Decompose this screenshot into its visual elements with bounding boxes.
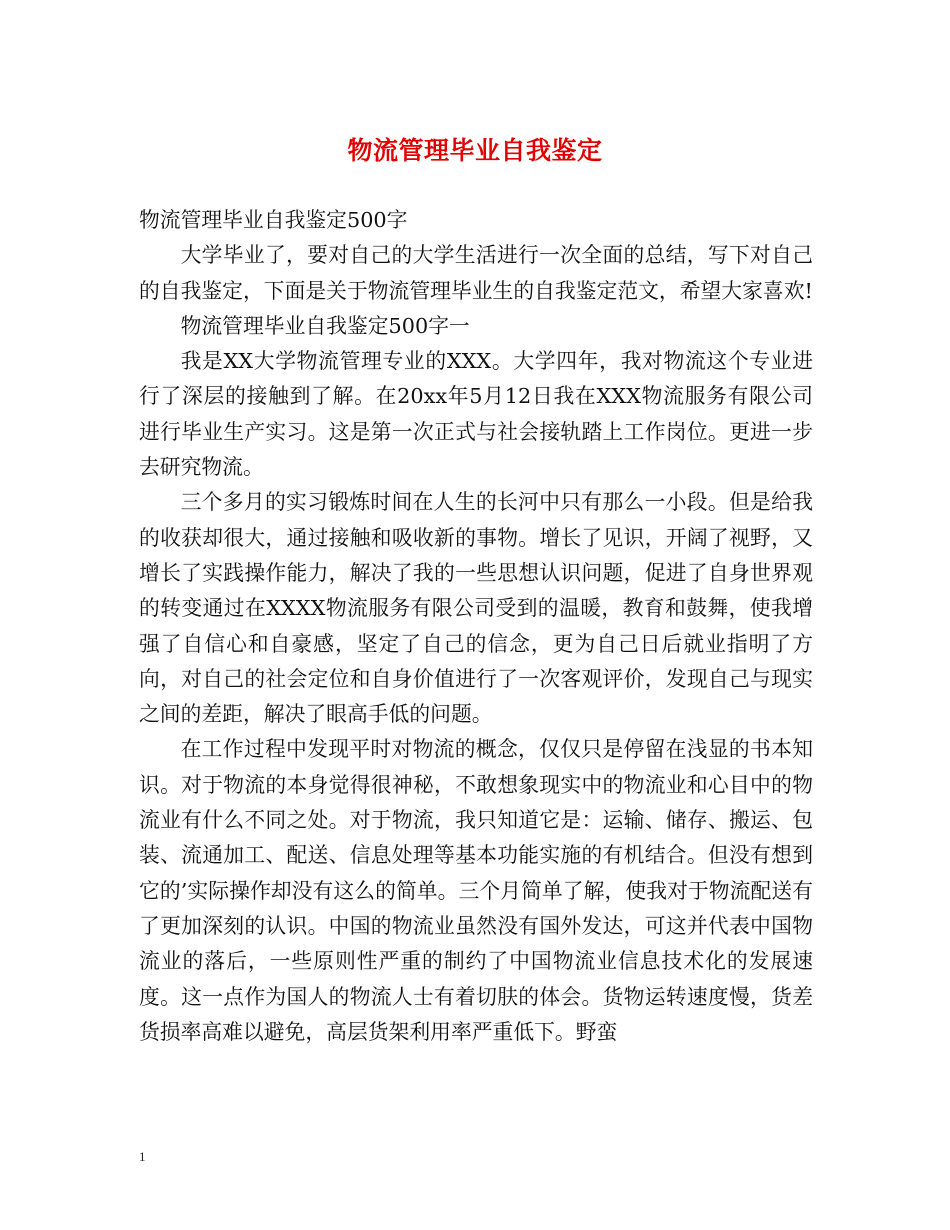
section-heading: 物流管理毕业自我鉴定500字一 [180, 313, 470, 338]
document-body [139, 203, 813, 1050]
page-number: 1 [139, 1149, 146, 1164]
document-title: 物流管理毕业自我鉴定 [347, 136, 603, 165]
body-paragraph: 我是XX大学物流管理专业的XXX。大学四年，我对物流这个专业进行了深层的接触到了解。在20xx年5月12日我在XXX物流服务有限公司进行毕业生产实习。这是第一次正式与社会接轨踏上工作岗位。更进一步去研究物流。 [139, 349, 813, 480]
document-subtitle: 物流管理毕业自我鉴定500字 [139, 208, 408, 232]
body-paragraph: 在工作过程中发现平时对物流的概念，仅仅只是停留在浅显的书本知识。对于物流的本身觉得很神秘，不敢想象现实中的物流业和心目中的物流业有什么不同之处。对于物流，我只知道它是：运输、储存、搬运、包装、流通加工、配送、信息处理等基本功能实施的有机结合。但没有想到它的’实际操作却没有这么的简单。三个月简单了解，使我对于物流配送有了更加深刻的认识。中国的物流业虽然没有国外发达，可这并代表中国物流业的落后，一些原则性严重的制约了中国物流业信息技术化的发展速度。这一点作为国人的物流人士有着切肤的体会。货物运转速度慢，货差货损率高难以避免，高层货架利用率严重低下。野蛮 [139, 737, 813, 1044]
intro-paragraph: 大学毕业了，要对自己的大学生活进行一次全面的总结，写下对自己的自我鉴定，下面是关于物流管理毕业生的自我鉴定范文，希望大家喜欢! [139, 243, 813, 303]
body-paragraph: 三个多月的实习锻炼时间在人生的长河中只有那么一小段。但是给我的收获却很大，通过接触和吸收新的事物。增长了见识，开阔了视野，又增长了实践操作能力，解决了我的一些思想认识问题，促进了自身世界观的转变通过在XXXX物流服务有限公司受到的温暖，教育和鼓舞，使我增强了自信心和自豪感，坚定了自己的信念，更为自己日后就业指明了方向，对自己的社会定位和自身价值进行了一次客观评价，发现自己与现实之间的差距，解决了眼高手低的问题。 [139, 490, 813, 727]
